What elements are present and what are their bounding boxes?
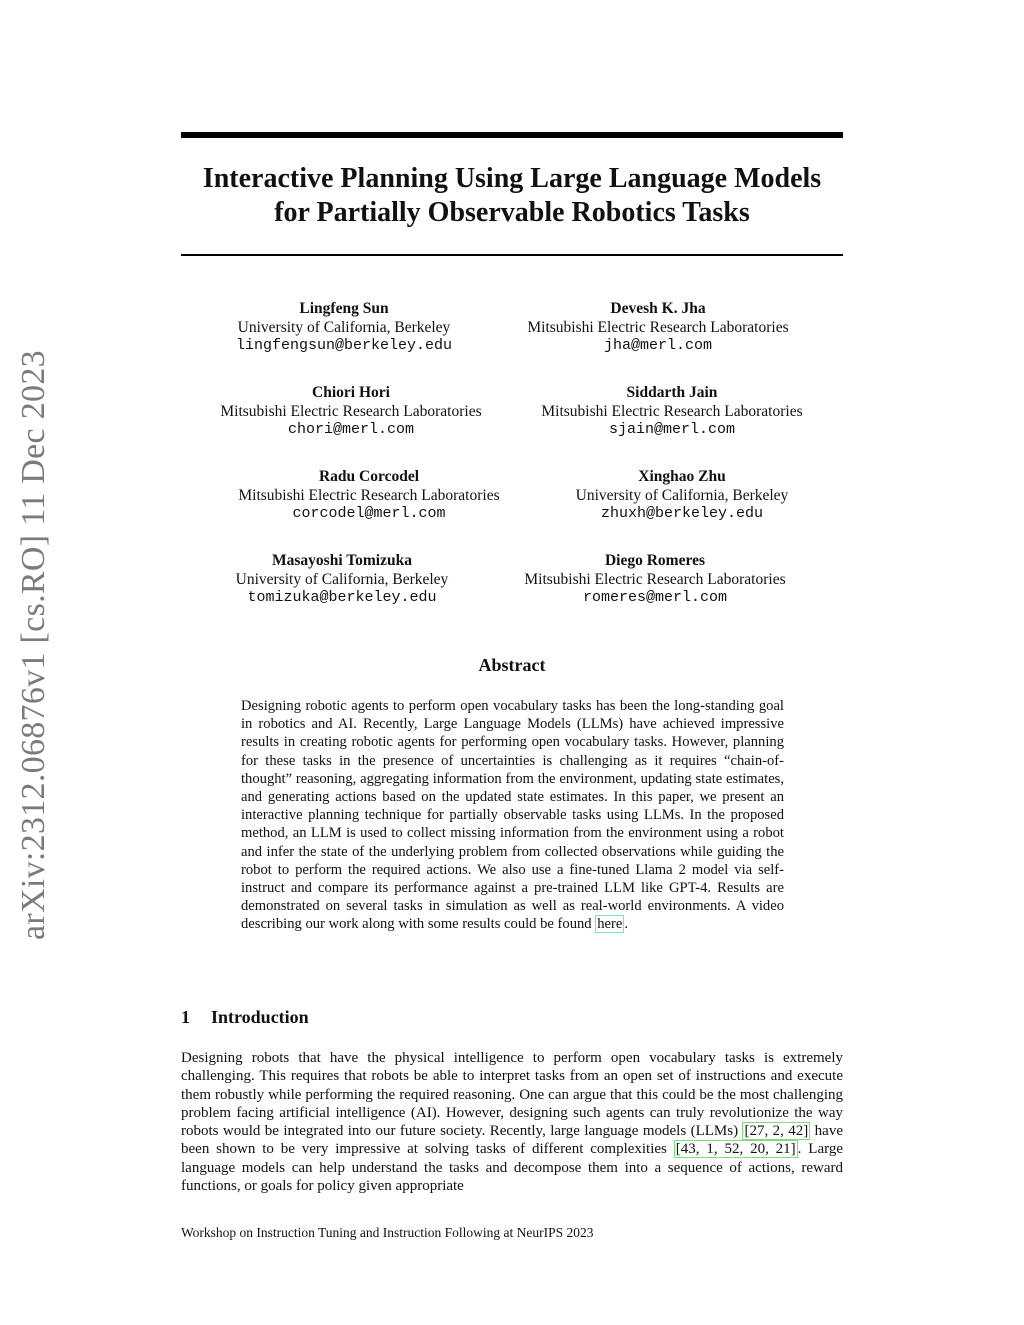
author-name: Xinghao Zhu [638,468,726,485]
section-title: Introduction [211,1007,309,1027]
author-email: jha@merl.com [603,337,713,354]
author-name: Devesh K. Jha [610,300,706,317]
author-affiliation: Mitsubishi Electric Research Laboratories [541,402,803,420]
author-block [182,552,502,608]
author-block [512,384,832,440]
author-affiliation: University of California, Berkeley [235,570,449,588]
footer-venue: Workshop on Instruction Tuning and Instruction Following at NeurIPS 2023 [181,1225,594,1240]
title-bottom-rule [181,254,843,256]
section-heading-introduction [181,1007,309,1028]
abstract-end: . [624,916,629,933]
author-email: romeres@merl.com [582,589,728,606]
section-number: 1 [181,1007,190,1027]
author-affiliation: University of California, Berkeley [237,318,451,336]
author-block [209,468,529,524]
author-block [184,300,504,356]
title-top-rule [181,132,843,138]
abstract-text [241,697,784,934]
author-affiliation: Mitsubishi Electric Research Laboratories [220,402,482,420]
author-name: Chiori Hori [312,384,390,401]
arxiv-watermark: arXiv:2312.06876v1 [cs.RO] 11 Dec 2023 [15,350,52,940]
citation-link[interactable]: [43, 1, 52, 20, 21] [675,1141,796,1158]
title-line-1: Interactive Planning Using Large Language Models [202,163,822,194]
introduction-paragraph [181,1049,843,1195]
intro-text-1: Designing robots that have the physical intelligence to perform open vocabulary tasks is extremely challenging. This requires that robots be able to interpret tasks from an open set of instructions and execute them robustly while performing the required reasoning. One can argue that this could be the most challenging problem facing artificial intelligence (AI). However, designing such agents can truly revolutionize the way robots would be integrated into our future society. Recently, large language models (LLMs) [181,1050,843,1140]
paper-title [181,162,843,230]
author-email: lingfengsun@berkeley.edu [235,337,453,354]
author-block [498,300,818,356]
author-block [522,468,842,524]
author-email: sjain@merl.com [608,421,736,438]
author-block [191,384,511,440]
intro-text-2: have been shown to be very impressive at solving tasks of different complexities [181,1123,843,1158]
author-affiliation: University of California, Berkeley [575,486,789,504]
video-link[interactable]: here [597,916,623,933]
author-email: zhuxh@berkeley.edu [600,505,764,522]
author-name: Radu Corcodel [318,468,420,485]
title-line-2: for Partially Observable Robotics Tasks [274,197,750,228]
author-email: chori@merl.com [287,421,415,438]
author-name: Lingfeng Sun [299,300,389,317]
author-affiliation: Mitsubishi Electric Research Laboratories [524,570,786,588]
abstract-body: Designing robotic agents to perform open vocabulary tasks has been the long-standing goal in robotics and AI. Recently, Large Language Models (LLMs) have achieved impressive results in creating robotic agents for performing open vocabulary tasks. However, planning for these tasks in the presence of uncertainties is challenging as it requires “chain-of-thought” reasoning, aggregating information from the environment, updating state estimates, and generating actions based on the updated state estimates. In this paper, we present an interactive planning technique for partially observable tasks using LLMs. In the proposed method, an LLM is used to collect missing information from the environment using a robot and infer the state of the underlying problem from collected observations while guiding the robot to perform the required actions. We also use a fine-tuned Llama 2 model via self-instruct and compare its performance against a pre-trained LLM like GPT-4. Results are demonstrated on several tasks in simulation as well as real-world environments. A video describing our work along with some results could be found [241,698,784,933]
intro-text-3: . Large language models can help understand the tasks and decompose them into a sequence of actions, reward functions, or goals for policy given appropriate [181,1141,843,1195]
abstract-heading: Abstract [478,655,546,675]
author-name: Masayoshi Tomizuka [272,552,412,569]
citation-link[interactable]: [27, 2, 42] [744,1123,809,1140]
author-affiliation: Mitsubishi Electric Research Laboratories [527,318,789,336]
author-name: Diego Romeres [604,552,705,569]
author-email: tomizuka@berkeley.edu [247,589,437,606]
author-email: corcodel@merl.com [292,505,446,522]
author-affiliation: Mitsubishi Electric Research Laboratories [238,486,500,504]
author-block [495,552,815,608]
author-name: Siddarth Jain [626,384,718,401]
